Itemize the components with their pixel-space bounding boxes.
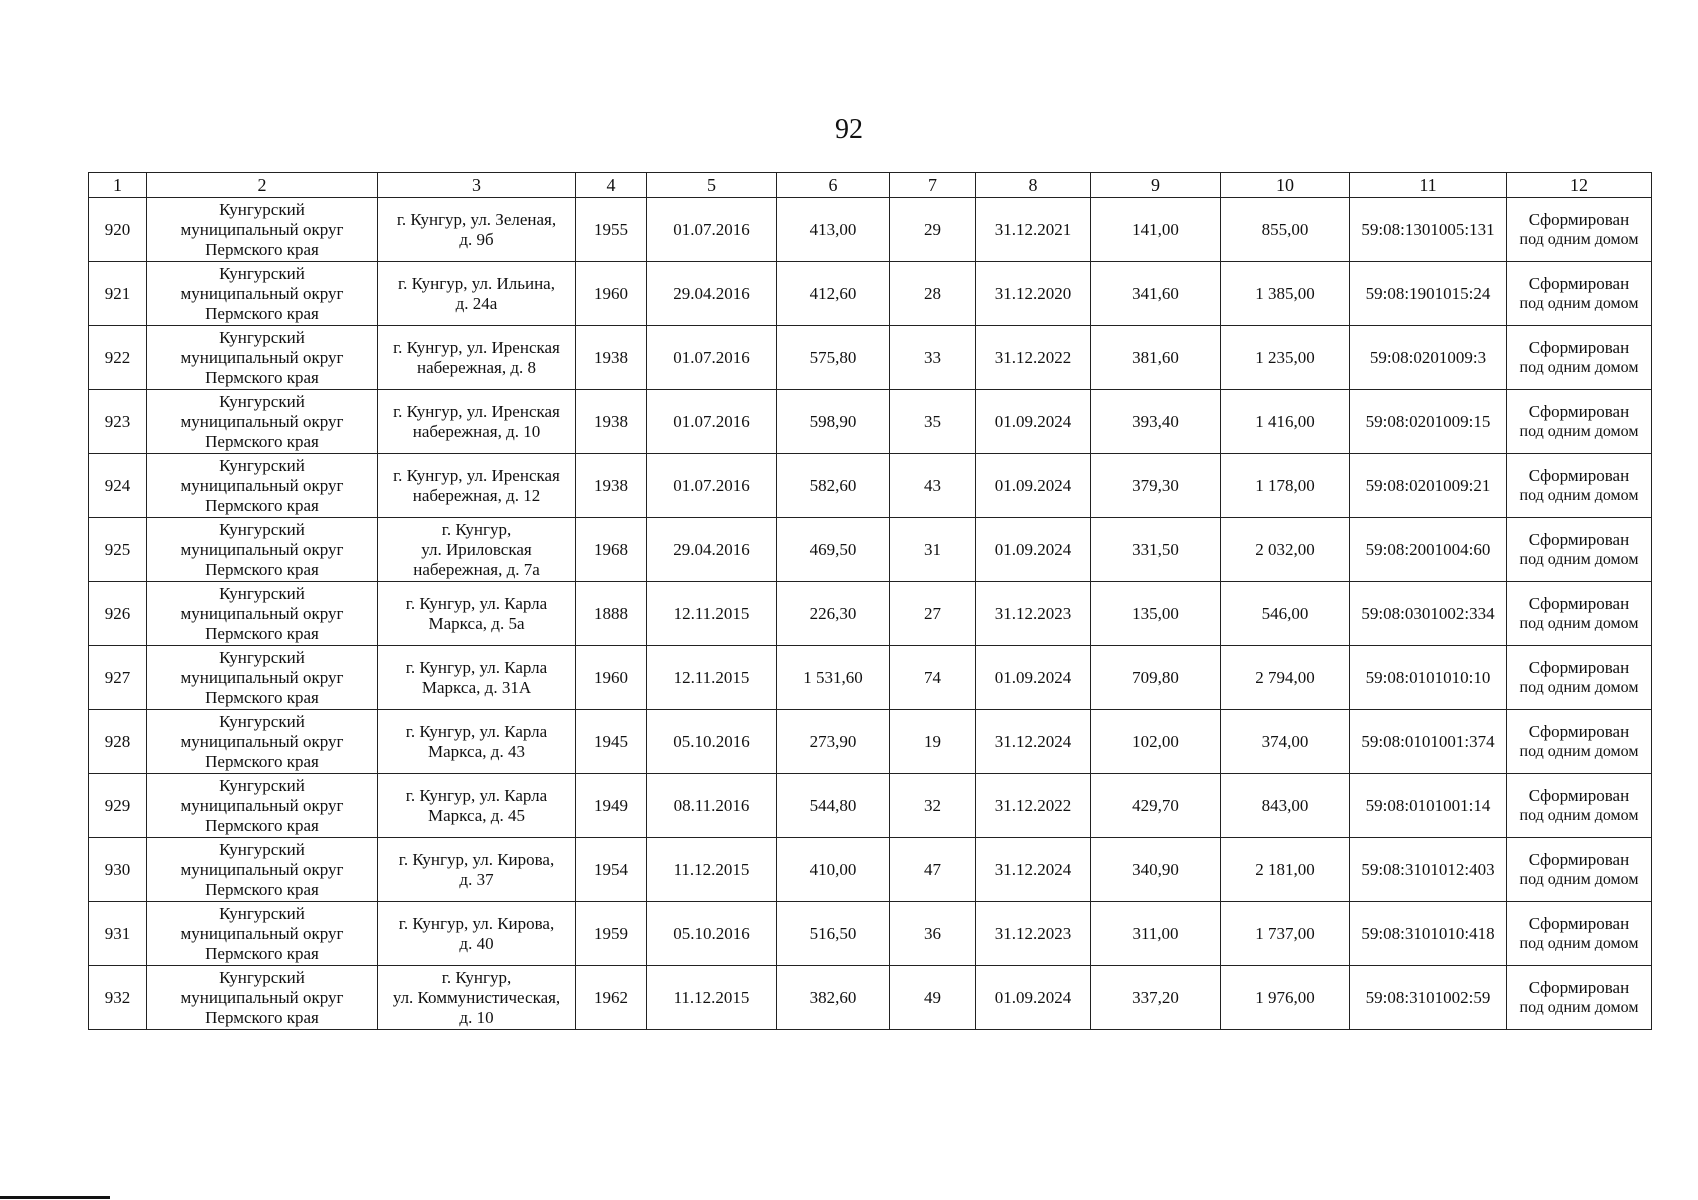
row-number-cell: 928 xyxy=(89,710,147,774)
total-area-cell: 273,90 xyxy=(777,710,890,774)
row-number-cell: 922 xyxy=(89,326,147,390)
total-area-cell: 1 531,60 xyxy=(777,646,890,710)
land-area-cell: 2 794,00 xyxy=(1221,646,1350,710)
row-number-cell: 924 xyxy=(89,454,147,518)
address-line: г. Кунгур, ул. Ильина, xyxy=(398,273,555,293)
land-status-line: под одним домом xyxy=(1519,358,1639,376)
table-row xyxy=(89,902,1652,966)
address-line: г. Кунгур, ул. Зеленая, xyxy=(396,209,557,229)
address-line: Маркса, д. 43 xyxy=(428,741,525,761)
year-built-cell: 1945 xyxy=(576,710,647,774)
living-area-cell: 381,60 xyxy=(1091,326,1221,390)
land-status-cell xyxy=(1507,774,1652,838)
municipality-cell xyxy=(147,582,378,646)
municipality-line: Пермского края xyxy=(205,943,319,963)
municipality-line: муниципальный округ xyxy=(180,667,344,687)
land-status-cell xyxy=(1507,838,1652,902)
municipality-line: Пермского края xyxy=(205,495,319,515)
municipality-cell xyxy=(147,262,378,326)
living-area-cell: 393,40 xyxy=(1091,390,1221,454)
land-area-cell: 374,00 xyxy=(1221,710,1350,774)
address-cell xyxy=(378,518,576,582)
address-line: Маркса, д. 31А xyxy=(421,677,532,697)
survey-date-cell: 29.04.2016 xyxy=(647,518,777,582)
column-header-7: 7 xyxy=(890,173,976,198)
municipality-line: Кунгурский xyxy=(219,839,305,859)
land-status-cell xyxy=(1507,454,1652,518)
table-body xyxy=(89,198,1652,1030)
scan-edge-line xyxy=(0,1196,110,1199)
residents-count-cell: 74 xyxy=(890,646,976,710)
municipality-line: Кунгурский xyxy=(219,263,305,283)
column-header-2: 2 xyxy=(147,173,378,198)
total-area-cell: 410,00 xyxy=(777,838,890,902)
column-header-5: 5 xyxy=(647,173,777,198)
resettlement-date-cell: 31.12.2023 xyxy=(976,902,1091,966)
address-cell xyxy=(378,326,576,390)
address-cell xyxy=(378,774,576,838)
land-status-line: Сформирован xyxy=(1528,785,1630,805)
year-built-cell: 1960 xyxy=(576,262,647,326)
residents-count-cell: 32 xyxy=(890,774,976,838)
municipality-cell xyxy=(147,390,378,454)
table-row xyxy=(89,262,1652,326)
residents-count-cell: 43 xyxy=(890,454,976,518)
total-area-cell: 575,80 xyxy=(777,326,890,390)
year-built-cell: 1954 xyxy=(576,838,647,902)
total-area-cell: 516,50 xyxy=(777,902,890,966)
address-cell xyxy=(378,582,576,646)
address-line: Маркса, д. 5а xyxy=(428,613,525,633)
land-status-line: под одним домом xyxy=(1519,678,1639,696)
land-status-cell xyxy=(1507,198,1652,262)
row-number-cell: 925 xyxy=(89,518,147,582)
resettlement-date-cell: 01.09.2024 xyxy=(976,454,1091,518)
address-cell xyxy=(378,902,576,966)
cadastral-number-cell: 59:08:3101010:418 xyxy=(1350,902,1507,966)
municipality-line: Пермского края xyxy=(205,1007,319,1027)
address-line: г. Кунгур, ул. Карла xyxy=(405,657,548,677)
column-header-9: 9 xyxy=(1091,173,1221,198)
year-built-cell: 1962 xyxy=(576,966,647,1030)
row-number-cell: 926 xyxy=(89,582,147,646)
address-cell xyxy=(378,454,576,518)
municipality-line: муниципальный округ xyxy=(180,411,344,431)
living-area-cell: 141,00 xyxy=(1091,198,1221,262)
address-line: ул. Ириловская xyxy=(421,539,532,559)
total-area-cell: 598,90 xyxy=(777,390,890,454)
land-status-line: под одним домом xyxy=(1519,934,1639,952)
year-built-cell: 1955 xyxy=(576,198,647,262)
cadastral-number-cell: 59:08:0101010:10 xyxy=(1350,646,1507,710)
resettlement-date-cell: 31.12.2024 xyxy=(976,838,1091,902)
municipality-line: Кунгурский xyxy=(219,711,305,731)
municipality-line: Кунгурский xyxy=(219,327,305,347)
year-built-cell: 1949 xyxy=(576,774,647,838)
row-number-cell: 932 xyxy=(89,966,147,1030)
residents-count-cell: 35 xyxy=(890,390,976,454)
row-number-cell: 920 xyxy=(89,198,147,262)
municipality-cell xyxy=(147,646,378,710)
land-area-cell: 1 235,00 xyxy=(1221,326,1350,390)
column-number-row xyxy=(89,173,1652,198)
living-area-cell: 135,00 xyxy=(1091,582,1221,646)
municipality-cell xyxy=(147,774,378,838)
address-line: д. 9б xyxy=(459,229,494,249)
land-status-cell xyxy=(1507,262,1652,326)
municipality-cell xyxy=(147,326,378,390)
table-row xyxy=(89,582,1652,646)
address-line: г. Кунгур, ул. Карла xyxy=(405,721,548,741)
resettlement-date-cell: 01.09.2024 xyxy=(976,646,1091,710)
total-area-cell: 226,30 xyxy=(777,582,890,646)
table-row xyxy=(89,838,1652,902)
land-status-line: Сформирован xyxy=(1528,209,1630,229)
municipality-line: Пермского края xyxy=(205,751,319,771)
land-area-cell: 1 416,00 xyxy=(1221,390,1350,454)
survey-date-cell: 12.11.2015 xyxy=(647,582,777,646)
municipality-line: Кунгурский xyxy=(219,967,305,987)
page-number: 92 xyxy=(835,114,863,145)
municipality-cell xyxy=(147,902,378,966)
address-cell xyxy=(378,390,576,454)
municipality-line: муниципальный округ xyxy=(180,283,344,303)
residents-count-cell: 27 xyxy=(890,582,976,646)
municipality-line: муниципальный округ xyxy=(180,795,344,815)
municipality-line: Кунгурский xyxy=(219,903,305,923)
total-area-cell: 582,60 xyxy=(777,454,890,518)
column-header-6: 6 xyxy=(777,173,890,198)
land-status-line: под одним домом xyxy=(1519,294,1639,312)
address-line: г. Кунгур, xyxy=(441,967,512,987)
land-status-cell xyxy=(1507,390,1652,454)
row-number-cell: 931 xyxy=(89,902,147,966)
municipality-line: Пермского края xyxy=(205,239,319,259)
resettlement-date-cell: 01.09.2024 xyxy=(976,966,1091,1030)
land-status-cell xyxy=(1507,326,1652,390)
survey-date-cell: 05.10.2016 xyxy=(647,902,777,966)
land-status-cell xyxy=(1507,710,1652,774)
survey-date-cell: 01.07.2016 xyxy=(647,454,777,518)
municipality-line: Пермского края xyxy=(205,431,319,451)
land-area-cell: 1 737,00 xyxy=(1221,902,1350,966)
address-line: г. Кунгур, xyxy=(441,519,512,539)
land-status-line: под одним домом xyxy=(1519,806,1639,824)
cadastral-number-cell: 59:08:1301005:131 xyxy=(1350,198,1507,262)
municipality-line: Пермского края xyxy=(205,879,319,899)
municipality-line: муниципальный округ xyxy=(180,603,344,623)
address-line: г. Кунгур, ул. Кирова, xyxy=(398,849,555,869)
municipality-cell xyxy=(147,198,378,262)
municipality-cell xyxy=(147,838,378,902)
year-built-cell: 1938 xyxy=(576,390,647,454)
land-status-cell xyxy=(1507,646,1652,710)
survey-date-cell: 11.12.2015 xyxy=(647,838,777,902)
table-row xyxy=(89,646,1652,710)
total-area-cell: 413,00 xyxy=(777,198,890,262)
total-area-cell: 469,50 xyxy=(777,518,890,582)
address-cell xyxy=(378,646,576,710)
cadastral-number-cell: 59:08:3101012:403 xyxy=(1350,838,1507,902)
table-row xyxy=(89,198,1652,262)
address-line: ул. Коммунистическая, xyxy=(392,987,561,1007)
residents-count-cell: 31 xyxy=(890,518,976,582)
municipality-line: муниципальный округ xyxy=(180,859,344,879)
land-area-cell: 855,00 xyxy=(1221,198,1350,262)
column-header-8: 8 xyxy=(976,173,1091,198)
land-area-cell: 546,00 xyxy=(1221,582,1350,646)
survey-date-cell: 05.10.2016 xyxy=(647,710,777,774)
cadastral-number-cell: 59:08:0201009:3 xyxy=(1350,326,1507,390)
municipality-cell xyxy=(147,966,378,1030)
residents-count-cell: 47 xyxy=(890,838,976,902)
survey-date-cell: 01.07.2016 xyxy=(647,390,777,454)
table-row xyxy=(89,326,1652,390)
living-area-cell: 311,00 xyxy=(1091,902,1221,966)
land-status-line: Сформирован xyxy=(1528,721,1630,741)
residents-count-cell: 49 xyxy=(890,966,976,1030)
address-line: д. 10 xyxy=(459,1007,494,1027)
land-area-cell: 1 976,00 xyxy=(1221,966,1350,1030)
residents-count-cell: 29 xyxy=(890,198,976,262)
municipality-line: Кунгурский xyxy=(219,647,305,667)
land-area-cell: 2 032,00 xyxy=(1221,518,1350,582)
municipality-line: Кунгурский xyxy=(219,199,305,219)
living-area-cell: 429,70 xyxy=(1091,774,1221,838)
cadastral-number-cell: 59:08:0301002:334 xyxy=(1350,582,1507,646)
living-area-cell: 709,80 xyxy=(1091,646,1221,710)
row-number-cell: 927 xyxy=(89,646,147,710)
land-status-line: под одним домом xyxy=(1519,230,1639,248)
table-row xyxy=(89,774,1652,838)
address-cell xyxy=(378,966,576,1030)
living-area-cell: 102,00 xyxy=(1091,710,1221,774)
land-status-line: Сформирован xyxy=(1528,593,1630,613)
resettlement-date-cell: 31.12.2022 xyxy=(976,326,1091,390)
land-status-line: Сформирован xyxy=(1528,337,1630,357)
survey-date-cell: 11.12.2015 xyxy=(647,966,777,1030)
table-row xyxy=(89,710,1652,774)
address-cell xyxy=(378,710,576,774)
address-line: г. Кунгур, ул. Карла xyxy=(405,785,548,805)
municipality-line: муниципальный округ xyxy=(180,347,344,367)
municipality-cell xyxy=(147,454,378,518)
total-area-cell: 544,80 xyxy=(777,774,890,838)
municipality-line: Кунгурский xyxy=(219,583,305,603)
municipality-line: Пермского края xyxy=(205,623,319,643)
municipality-line: муниципальный округ xyxy=(180,923,344,943)
row-number-cell: 923 xyxy=(89,390,147,454)
residents-count-cell: 33 xyxy=(890,326,976,390)
land-status-cell xyxy=(1507,966,1652,1030)
survey-date-cell: 01.07.2016 xyxy=(647,326,777,390)
resettlement-date-cell: 31.12.2023 xyxy=(976,582,1091,646)
survey-date-cell: 29.04.2016 xyxy=(647,262,777,326)
cadastral-number-cell: 59:08:1901015:24 xyxy=(1350,262,1507,326)
column-header-12: 12 xyxy=(1507,173,1652,198)
land-area-cell: 2 181,00 xyxy=(1221,838,1350,902)
land-status-line: Сформирован xyxy=(1528,401,1630,421)
residents-count-cell: 28 xyxy=(890,262,976,326)
municipality-line: Кунгурский xyxy=(219,391,305,411)
row-number-cell: 930 xyxy=(89,838,147,902)
land-status-line: под одним домом xyxy=(1519,998,1639,1016)
address-line: набережная, д. 7а xyxy=(413,559,540,579)
land-status-line: под одним домом xyxy=(1519,870,1639,888)
land-status-line: Сформирован xyxy=(1528,913,1630,933)
land-status-line: Сформирован xyxy=(1528,273,1630,293)
address-line: набережная, д. 12 xyxy=(412,485,541,505)
column-header-11: 11 xyxy=(1350,173,1507,198)
municipality-line: муниципальный округ xyxy=(180,539,344,559)
municipality-line: муниципальный округ xyxy=(180,987,344,1007)
row-number-cell: 921 xyxy=(89,262,147,326)
municipality-line: Пермского края xyxy=(205,303,319,323)
land-status-line: Сформирован xyxy=(1528,977,1630,997)
land-status-line: под одним домом xyxy=(1519,742,1639,760)
land-status-line: Сформирован xyxy=(1528,465,1630,485)
address-line: г. Кунгур, ул. Иренская xyxy=(393,465,560,485)
land-area-cell: 1 178,00 xyxy=(1221,454,1350,518)
address-line: набережная, д. 8 xyxy=(416,357,537,377)
municipality-cell xyxy=(147,710,378,774)
land-area-cell: 843,00 xyxy=(1221,774,1350,838)
cadastral-number-cell: 59:08:0201009:15 xyxy=(1350,390,1507,454)
land-status-line: под одним домом xyxy=(1519,614,1639,632)
year-built-cell: 1968 xyxy=(576,518,647,582)
row-number-cell: 929 xyxy=(89,774,147,838)
resettlement-date-cell: 01.09.2024 xyxy=(976,390,1091,454)
table-row xyxy=(89,518,1652,582)
municipality-line: Кунгурский xyxy=(219,775,305,795)
table-row xyxy=(89,966,1652,1030)
total-area-cell: 382,60 xyxy=(777,966,890,1030)
municipality-line: Кунгурский xyxy=(219,519,305,539)
year-built-cell: 1888 xyxy=(576,582,647,646)
living-area-cell: 379,30 xyxy=(1091,454,1221,518)
year-built-cell: 1938 xyxy=(576,326,647,390)
total-area-cell: 412,60 xyxy=(777,262,890,326)
municipality-line: Пермского края xyxy=(205,367,319,387)
land-area-cell: 1 385,00 xyxy=(1221,262,1350,326)
column-header-3: 3 xyxy=(378,173,576,198)
resettlement-date-cell: 31.12.2024 xyxy=(976,710,1091,774)
housing-registry-table xyxy=(88,172,1652,1030)
land-status-line: Сформирован xyxy=(1528,849,1630,869)
column-header-1: 1 xyxy=(89,173,147,198)
column-header-10: 10 xyxy=(1221,173,1350,198)
residents-count-cell: 19 xyxy=(890,710,976,774)
cadastral-number-cell: 59:08:2001004:60 xyxy=(1350,518,1507,582)
living-area-cell: 337,20 xyxy=(1091,966,1221,1030)
address-cell xyxy=(378,838,576,902)
address-line: г. Кунгур, ул. Кирова, xyxy=(398,913,555,933)
address-line: г. Кунгур, ул. Иренская xyxy=(393,401,560,421)
cadastral-number-cell: 59:08:0201009:21 xyxy=(1350,454,1507,518)
address-line: г. Кунгур, ул. Карла xyxy=(405,593,548,613)
year-built-cell: 1959 xyxy=(576,902,647,966)
land-status-line: Сформирован xyxy=(1528,657,1630,677)
municipality-line: Пермского края xyxy=(205,687,319,707)
address-line: г. Кунгур, ул. Иренская xyxy=(393,337,560,357)
address-line: д. 37 xyxy=(459,869,494,889)
residents-count-cell: 36 xyxy=(890,902,976,966)
address-cell xyxy=(378,198,576,262)
table-row xyxy=(89,454,1652,518)
municipality-cell xyxy=(147,518,378,582)
address-line: д. 40 xyxy=(459,933,494,953)
living-area-cell: 341,60 xyxy=(1091,262,1221,326)
municipality-line: муниципальный округ xyxy=(180,219,344,239)
survey-date-cell: 08.11.2016 xyxy=(647,774,777,838)
address-line: Маркса, д. 45 xyxy=(428,805,525,825)
land-status-line: под одним домом xyxy=(1519,422,1639,440)
municipality-line: Пермского края xyxy=(205,559,319,579)
land-status-line: под одним домом xyxy=(1519,486,1639,504)
address-cell xyxy=(378,262,576,326)
land-status-cell xyxy=(1507,902,1652,966)
resettlement-date-cell: 31.12.2021 xyxy=(976,198,1091,262)
land-status-line: под одним домом xyxy=(1519,550,1639,568)
address-line: набережная, д. 10 xyxy=(412,421,541,441)
municipality-line: муниципальный округ xyxy=(180,731,344,751)
municipality-line: муниципальный округ xyxy=(180,475,344,495)
year-built-cell: 1960 xyxy=(576,646,647,710)
cadastral-number-cell: 59:08:3101002:59 xyxy=(1350,966,1507,1030)
year-built-cell: 1938 xyxy=(576,454,647,518)
land-status-line: Сформирован xyxy=(1528,529,1630,549)
survey-date-cell: 12.11.2015 xyxy=(647,646,777,710)
cadastral-number-cell: 59:08:0101001:14 xyxy=(1350,774,1507,838)
living-area-cell: 331,50 xyxy=(1091,518,1221,582)
resettlement-date-cell: 01.09.2024 xyxy=(976,518,1091,582)
column-header-4: 4 xyxy=(576,173,647,198)
cadastral-number-cell: 59:08:0101001:374 xyxy=(1350,710,1507,774)
municipality-line: Кунгурский xyxy=(219,455,305,475)
resettlement-date-cell: 31.12.2022 xyxy=(976,774,1091,838)
address-line: д. 24а xyxy=(455,293,498,313)
municipality-line: Пермского края xyxy=(205,815,319,835)
resettlement-date-cell: 31.12.2020 xyxy=(976,262,1091,326)
survey-date-cell: 01.07.2016 xyxy=(647,198,777,262)
living-area-cell: 340,90 xyxy=(1091,838,1221,902)
land-status-cell xyxy=(1507,518,1652,582)
land-status-cell xyxy=(1507,582,1652,646)
table-row xyxy=(89,390,1652,454)
